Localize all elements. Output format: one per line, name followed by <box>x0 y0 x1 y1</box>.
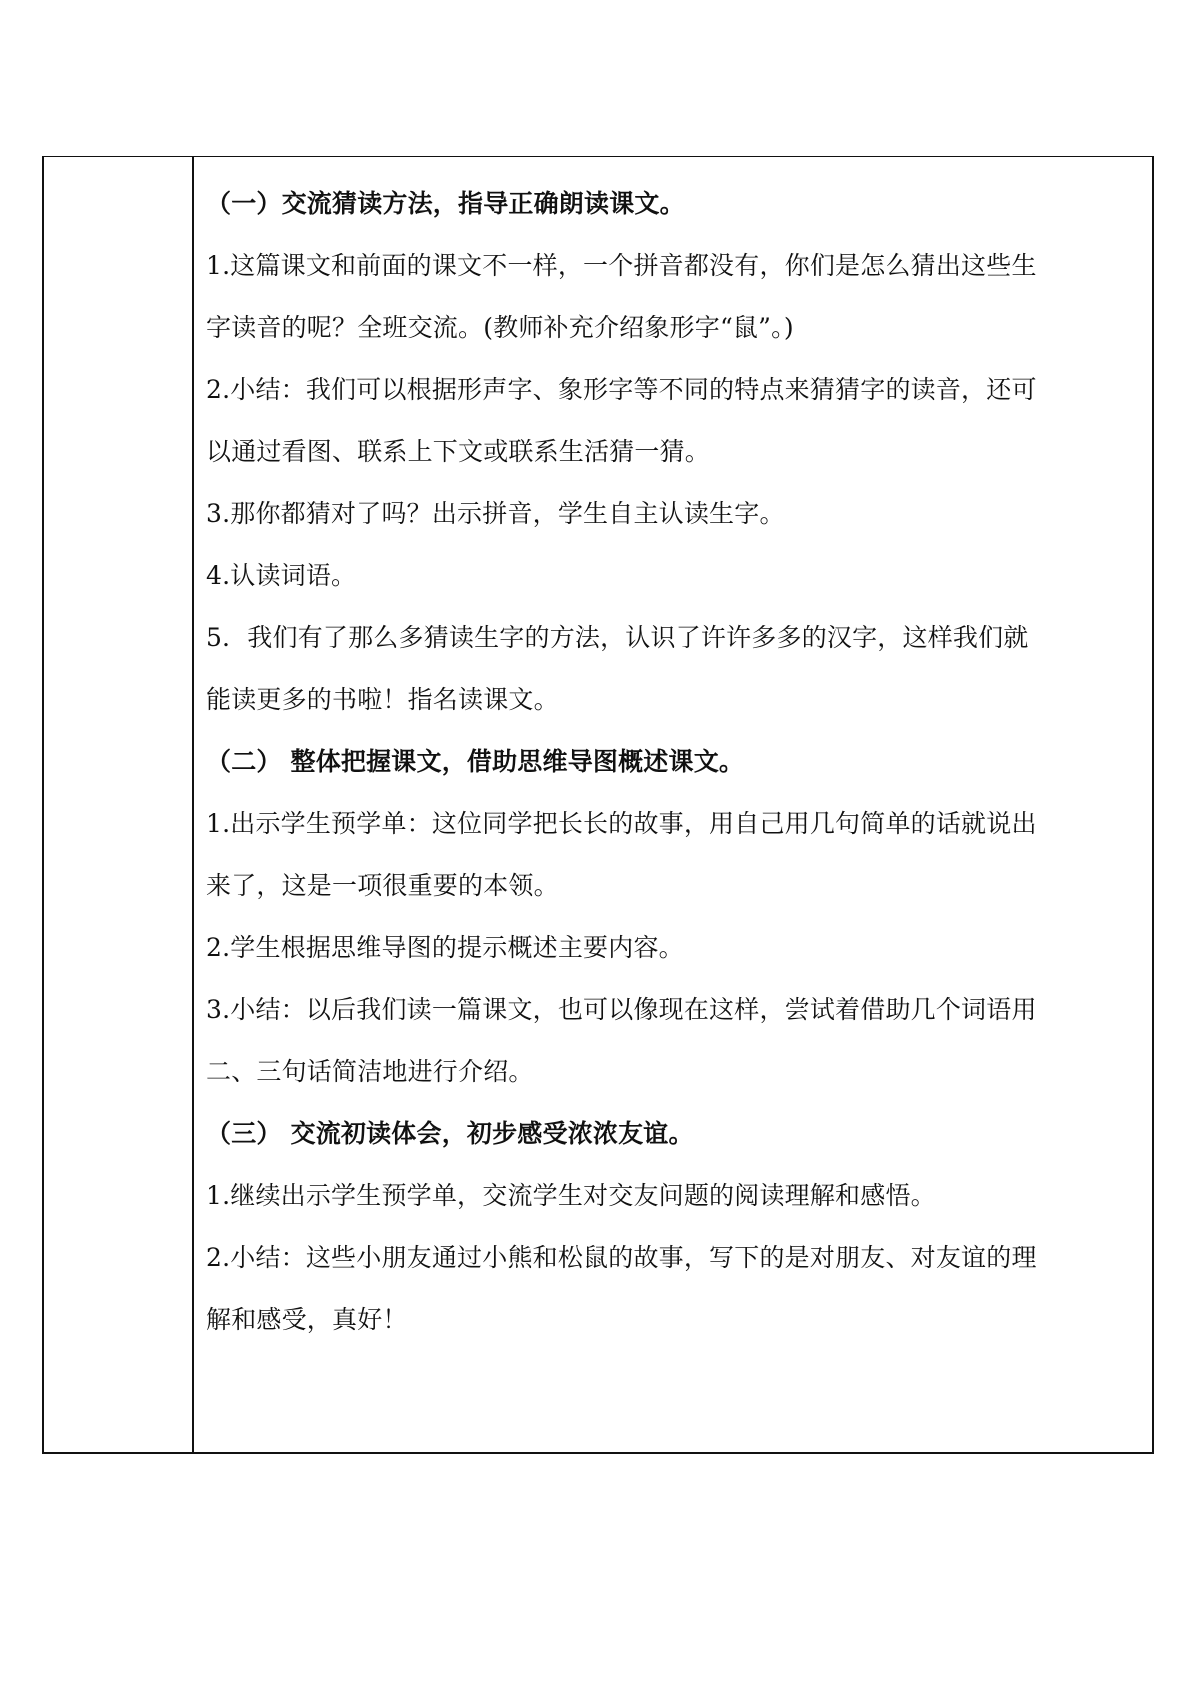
text-line: 二、三句话简洁地进行介绍。 <box>206 1057 534 1086</box>
text-line: 5．我们有了那么多猜读生字的方法，认识了许许多多的汉字，这样我们就 <box>206 623 1029 652</box>
section-heading: （三） 交流初读体会，初步感受浓浓友谊。 <box>206 1119 694 1148</box>
lesson-table <box>42 156 1154 1454</box>
text-line: 1.这篇课文和前面的课文不一样，一个拼音都没有，你们是怎么猜出这些生 <box>206 251 1037 280</box>
text-line: 1.继续出示学生预学单，交流学生对交友问题的阅读理解和感悟。 <box>206 1181 936 1210</box>
text-line: 能读更多的书啦！指名读课文。 <box>206 685 559 714</box>
text-line: 来了，这是一项很重要的本领。 <box>206 871 559 900</box>
text-line: 2.小结：这些小朋友通过小熊和松鼠的故事，写下的是对朋友、对友谊的理 <box>206 1243 1037 1272</box>
text-line: 2.小结：我们可以根据形声字、象形字等不同的特点来猜猜字的读音，还可 <box>206 375 1037 404</box>
text-line: 字读音的呢？全班交流。(教师补充介绍象形字“鼠”。) <box>206 313 794 342</box>
text-line: 3.那你都猜对了吗？出示拼音，学生自主认读生字。 <box>206 499 785 528</box>
text-line: 解和感受，真好！ <box>206 1305 408 1334</box>
text-line: 3.小结：以后我们读一篇课文，也可以像现在这样，尝试着借助几个词语用 <box>206 995 1037 1024</box>
section-heading: （一）交流猜读方法，指导正确朗读课文。 <box>206 189 685 218</box>
text-line: 4.认读词语。 <box>206 561 357 590</box>
text-line: 2.学生根据思维导图的提示概述主要内容。 <box>206 933 684 962</box>
content-cell <box>194 157 1152 1452</box>
section-heading: （二） 整体把握课文，借助思维导图概述课文。 <box>206 747 745 776</box>
text-line: 以通过看图、联系上下文或联系生活猜一猜。 <box>206 437 711 466</box>
left-column-cell <box>44 157 194 1452</box>
text-line: 1.出示学生预学单：这位同学把长长的故事，用自己用几句简单的话就说出 <box>206 809 1037 838</box>
